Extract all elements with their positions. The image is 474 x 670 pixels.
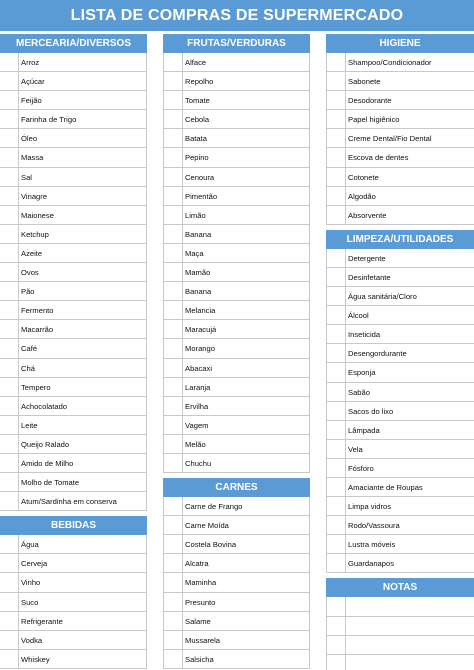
list-item[interactable]: Repolho [163, 72, 310, 91]
section-header-limpeza: LIMPEZA/UTILIDADES [326, 230, 474, 249]
list-item[interactable]: Chá [0, 359, 147, 378]
list-item[interactable]: Lâmpada [326, 421, 474, 440]
list-item[interactable]: Maionese [0, 206, 147, 225]
list-item[interactable]: Alcatra [163, 554, 310, 573]
list-item[interactable]: Sal [0, 168, 147, 187]
list-item[interactable]: Açúcar [0, 72, 147, 91]
list-item[interactable]: Fermento [0, 301, 147, 320]
list-item[interactable]: Algodão [326, 187, 474, 206]
column-right [326, 34, 474, 670]
list-item[interactable]: Alface [163, 53, 310, 72]
list-item[interactable]: Rodo/Vassoura [326, 516, 474, 535]
list-item[interactable]: Refrigerante [0, 612, 147, 631]
list-item[interactable]: Chuchu [163, 454, 310, 473]
list-item[interactable]: Banana [163, 225, 310, 244]
list-item[interactable]: Suco [0, 593, 147, 612]
list-item[interactable]: Azeite [0, 244, 147, 263]
column-left [0, 34, 147, 669]
section-list-frutas [163, 53, 310, 473]
section-header-mercearia: MERCEARIA/DIVERSOS [0, 34, 147, 53]
list-item[interactable]: Ovos [0, 263, 147, 282]
column-middle [163, 34, 310, 669]
section-list-higiene [326, 53, 474, 225]
list-item[interactable]: Amaciante de Roupas [326, 478, 474, 497]
list-item[interactable]: Desengordurante [326, 344, 474, 363]
section-list-carnes [163, 497, 310, 669]
list-item[interactable]: Mamão [163, 263, 310, 282]
list-item[interactable]: Maminha [163, 573, 310, 592]
list-item[interactable]: Vodka [0, 631, 147, 650]
list-item[interactable]: Vela [326, 440, 474, 459]
section-header-carnes: CARNES [163, 478, 310, 497]
list-item[interactable]: Cenoura [163, 168, 310, 187]
section-header-notas: NOTAS [326, 578, 474, 597]
list-item[interactable]: Morango [163, 339, 310, 358]
section-list-limpeza [326, 249, 474, 574]
list-item[interactable]: Pepino [163, 148, 310, 167]
list-item[interactable]: Vagem [163, 416, 310, 435]
list-item[interactable]: Macarrão [0, 320, 147, 339]
section-header-frutas: FRUTAS/VERDURAS [163, 34, 310, 53]
list-item[interactable]: Queijo Ralado [0, 435, 147, 454]
list-item[interactable]: Limão [163, 206, 310, 225]
list-item[interactable]: Guardanapos [326, 554, 474, 573]
list-item[interactable]: Ketchup [0, 225, 147, 244]
list-item[interactable]: Ervilha [163, 397, 310, 416]
list-item[interactable]: Arroz [0, 53, 147, 72]
list-item[interactable]: Limpa vidros [326, 497, 474, 516]
list-item[interactable]: Água sanitária/Cloro [326, 287, 474, 306]
list-item[interactable]: Lustra móveis [326, 535, 474, 554]
section-list-mercearia [0, 53, 147, 511]
list-item[interactable]: Salame [163, 612, 310, 631]
list-item[interactable]: Cerveja [0, 554, 147, 573]
list-item[interactable]: Vinho [0, 573, 147, 592]
list-item[interactable]: Laranja [163, 378, 310, 397]
list-item[interactable]: Abacaxi [163, 359, 310, 378]
section-list-bebidas [0, 535, 147, 669]
list-item[interactable]: Melão [163, 435, 310, 454]
list-item[interactable]: Melancia [163, 301, 310, 320]
list-item[interactable]: Salsicha [163, 650, 310, 669]
list-item[interactable]: Óleo [0, 129, 147, 148]
section-list-notas [326, 597, 474, 670]
list-item[interactable]: Cebola [163, 110, 310, 129]
list-item[interactable]: Fósforo [326, 459, 474, 478]
list-item[interactable]: Absorvente [326, 206, 474, 225]
list-item[interactable]: Cotonete [326, 168, 474, 187]
list-item[interactable]: Carne Moída [163, 516, 310, 535]
list-item[interactable]: Detergente [326, 249, 474, 268]
list-item[interactable]: Pimentão [163, 187, 310, 206]
list-item[interactable]: Sacos do lixo [326, 402, 474, 421]
list-item[interactable]: Sabonete [326, 72, 474, 91]
list-item[interactable]: Desodorante [326, 91, 474, 110]
list-item[interactable]: Café [0, 339, 147, 358]
list-item[interactable]: Maça [163, 244, 310, 263]
list-item[interactable]: Esponja [326, 363, 474, 382]
list-item[interactable]: Shampoo/Condicionador [326, 53, 474, 72]
list-item[interactable]: Farinha de Trigo [0, 110, 147, 129]
list-item[interactable]: Escova de dentes [326, 148, 474, 167]
list-item[interactable]: Sabão [326, 383, 474, 402]
note-row[interactable] [326, 655, 474, 670]
list-item[interactable]: Presunto [163, 593, 310, 612]
list-item[interactable]: Vinagre [0, 187, 147, 206]
section-header-bebidas: BEBIDAS [0, 516, 147, 535]
list-item[interactable]: Feijão [0, 91, 147, 110]
list-item[interactable]: Inseticida [326, 325, 474, 344]
list-item[interactable]: Leite [0, 416, 147, 435]
note-row[interactable] [326, 597, 474, 616]
list-item[interactable]: Maracujá [163, 320, 310, 339]
list-item[interactable]: Whiskey [0, 650, 147, 669]
list-item[interactable]: Álcool [326, 306, 474, 325]
list-item[interactable]: Molho de Tomate [0, 473, 147, 492]
note-row[interactable] [326, 617, 474, 636]
list-item[interactable]: Banana [163, 282, 310, 301]
list-item[interactable]: Creme Dental/Fio Dental [326, 129, 474, 148]
list-item[interactable]: Pão [0, 282, 147, 301]
page-title: LISTA DE COMPRAS DE SUPERMERCADO [0, 0, 474, 31]
note-row[interactable] [326, 636, 474, 655]
list-item[interactable]: Mussarela [163, 631, 310, 650]
list-item[interactable]: Tempero [0, 378, 147, 397]
list-item[interactable]: Atum/Sardinha em conserva [0, 492, 147, 511]
list-item[interactable]: Papel higiênico [326, 110, 474, 129]
section-header-higiene: HIGIENE [326, 34, 474, 53]
list-item[interactable]: Tomate [163, 91, 310, 110]
list-item[interactable]: Massa [0, 148, 147, 167]
list-item[interactable]: Água [0, 535, 147, 554]
list-item[interactable]: Carne de Frango [163, 497, 310, 516]
list-item[interactable]: Amido de Milho [0, 454, 147, 473]
list-item[interactable]: Costela Bovina [163, 535, 310, 554]
list-item[interactable]: Achocolatado [0, 397, 147, 416]
list-item[interactable]: Batata [163, 129, 310, 148]
list-item[interactable]: Desinfetante [326, 268, 474, 287]
